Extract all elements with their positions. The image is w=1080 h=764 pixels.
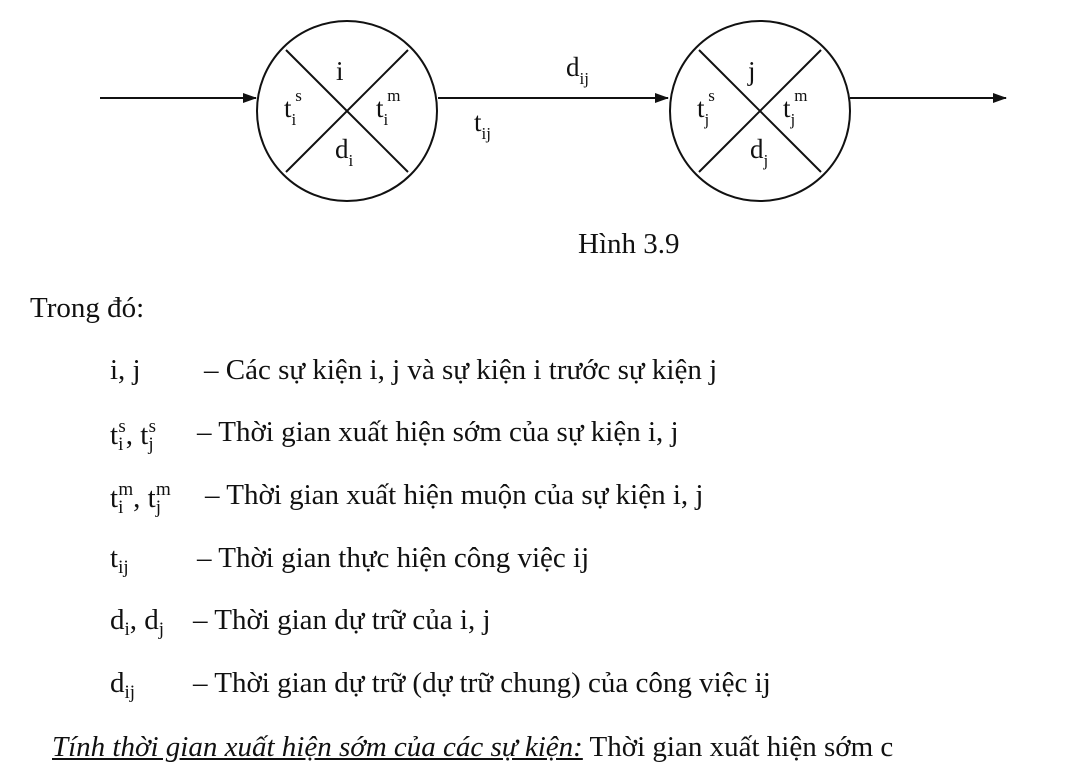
definition-row [0,542,1080,582]
definition-row [0,354,1080,394]
node-i-bottom-label: $d_i$ [335,134,354,170]
continuation-line [52,731,893,764]
figure-caption: Hình 3.9 [578,228,680,260]
definition-symbol: $t_i^s$, $t_j^s$ [110,416,156,455]
definition-text: – Các sự kiện i, j và sự kiện i trước sự kiện j [204,354,718,386]
definition-text: – Thời gian dự trữ của i, j [193,604,491,636]
definition-symbol: $t_i^m$, $t_j^m$ [110,479,171,518]
definition-text: – Thời gian dự trữ (dự trữ chung) của công việc ij [193,667,771,699]
definition-symbol: $d_{ij}$ [110,667,136,703]
definition-symbol: $t_{ij}$ [110,542,129,578]
definition-text: – Thời gian xuất hiện sớm của sự kiện i, j [197,416,679,448]
definition-symbol: $d_i$, $d_j$ [110,604,165,640]
event-node-j [670,21,850,201]
network-diagram [0,0,1080,215]
node-j-top-label: j [748,56,756,86]
continuation-text: Thời gian xuất hiện sớm c [582,731,894,763]
node-i-late-time: $t_im$ [376,86,401,129]
definition-row [0,604,1080,644]
arc-duration-label: $t_{ij}$ [474,107,491,143]
node-j-late-time: $t_jm$ [783,86,808,129]
definition-text: – Thời gian xuất hiện muộn của sự kiện i, j [205,479,704,511]
node-j-early-time: $t_js$ [697,86,715,129]
node-j-bottom-label: $d_j$ [750,134,769,170]
definition-row [0,667,1080,707]
definition-symbol: i, j [110,354,141,386]
event-node-i [257,21,437,201]
intro-text: Trong đó: [30,292,145,324]
definition-row [0,479,1080,519]
definition-row [0,416,1080,456]
node-i-top-label: i [336,56,344,86]
arc-reserve-label: $d_{ij}$ [566,52,589,88]
node-i-early-time: $t_is$ [284,86,302,129]
section-heading-italic: Tính thời gian xuất hiện sớm của các sự kiện: [52,731,583,763]
definition-text: – Thời gian thực hiện công việc ij [197,542,590,574]
